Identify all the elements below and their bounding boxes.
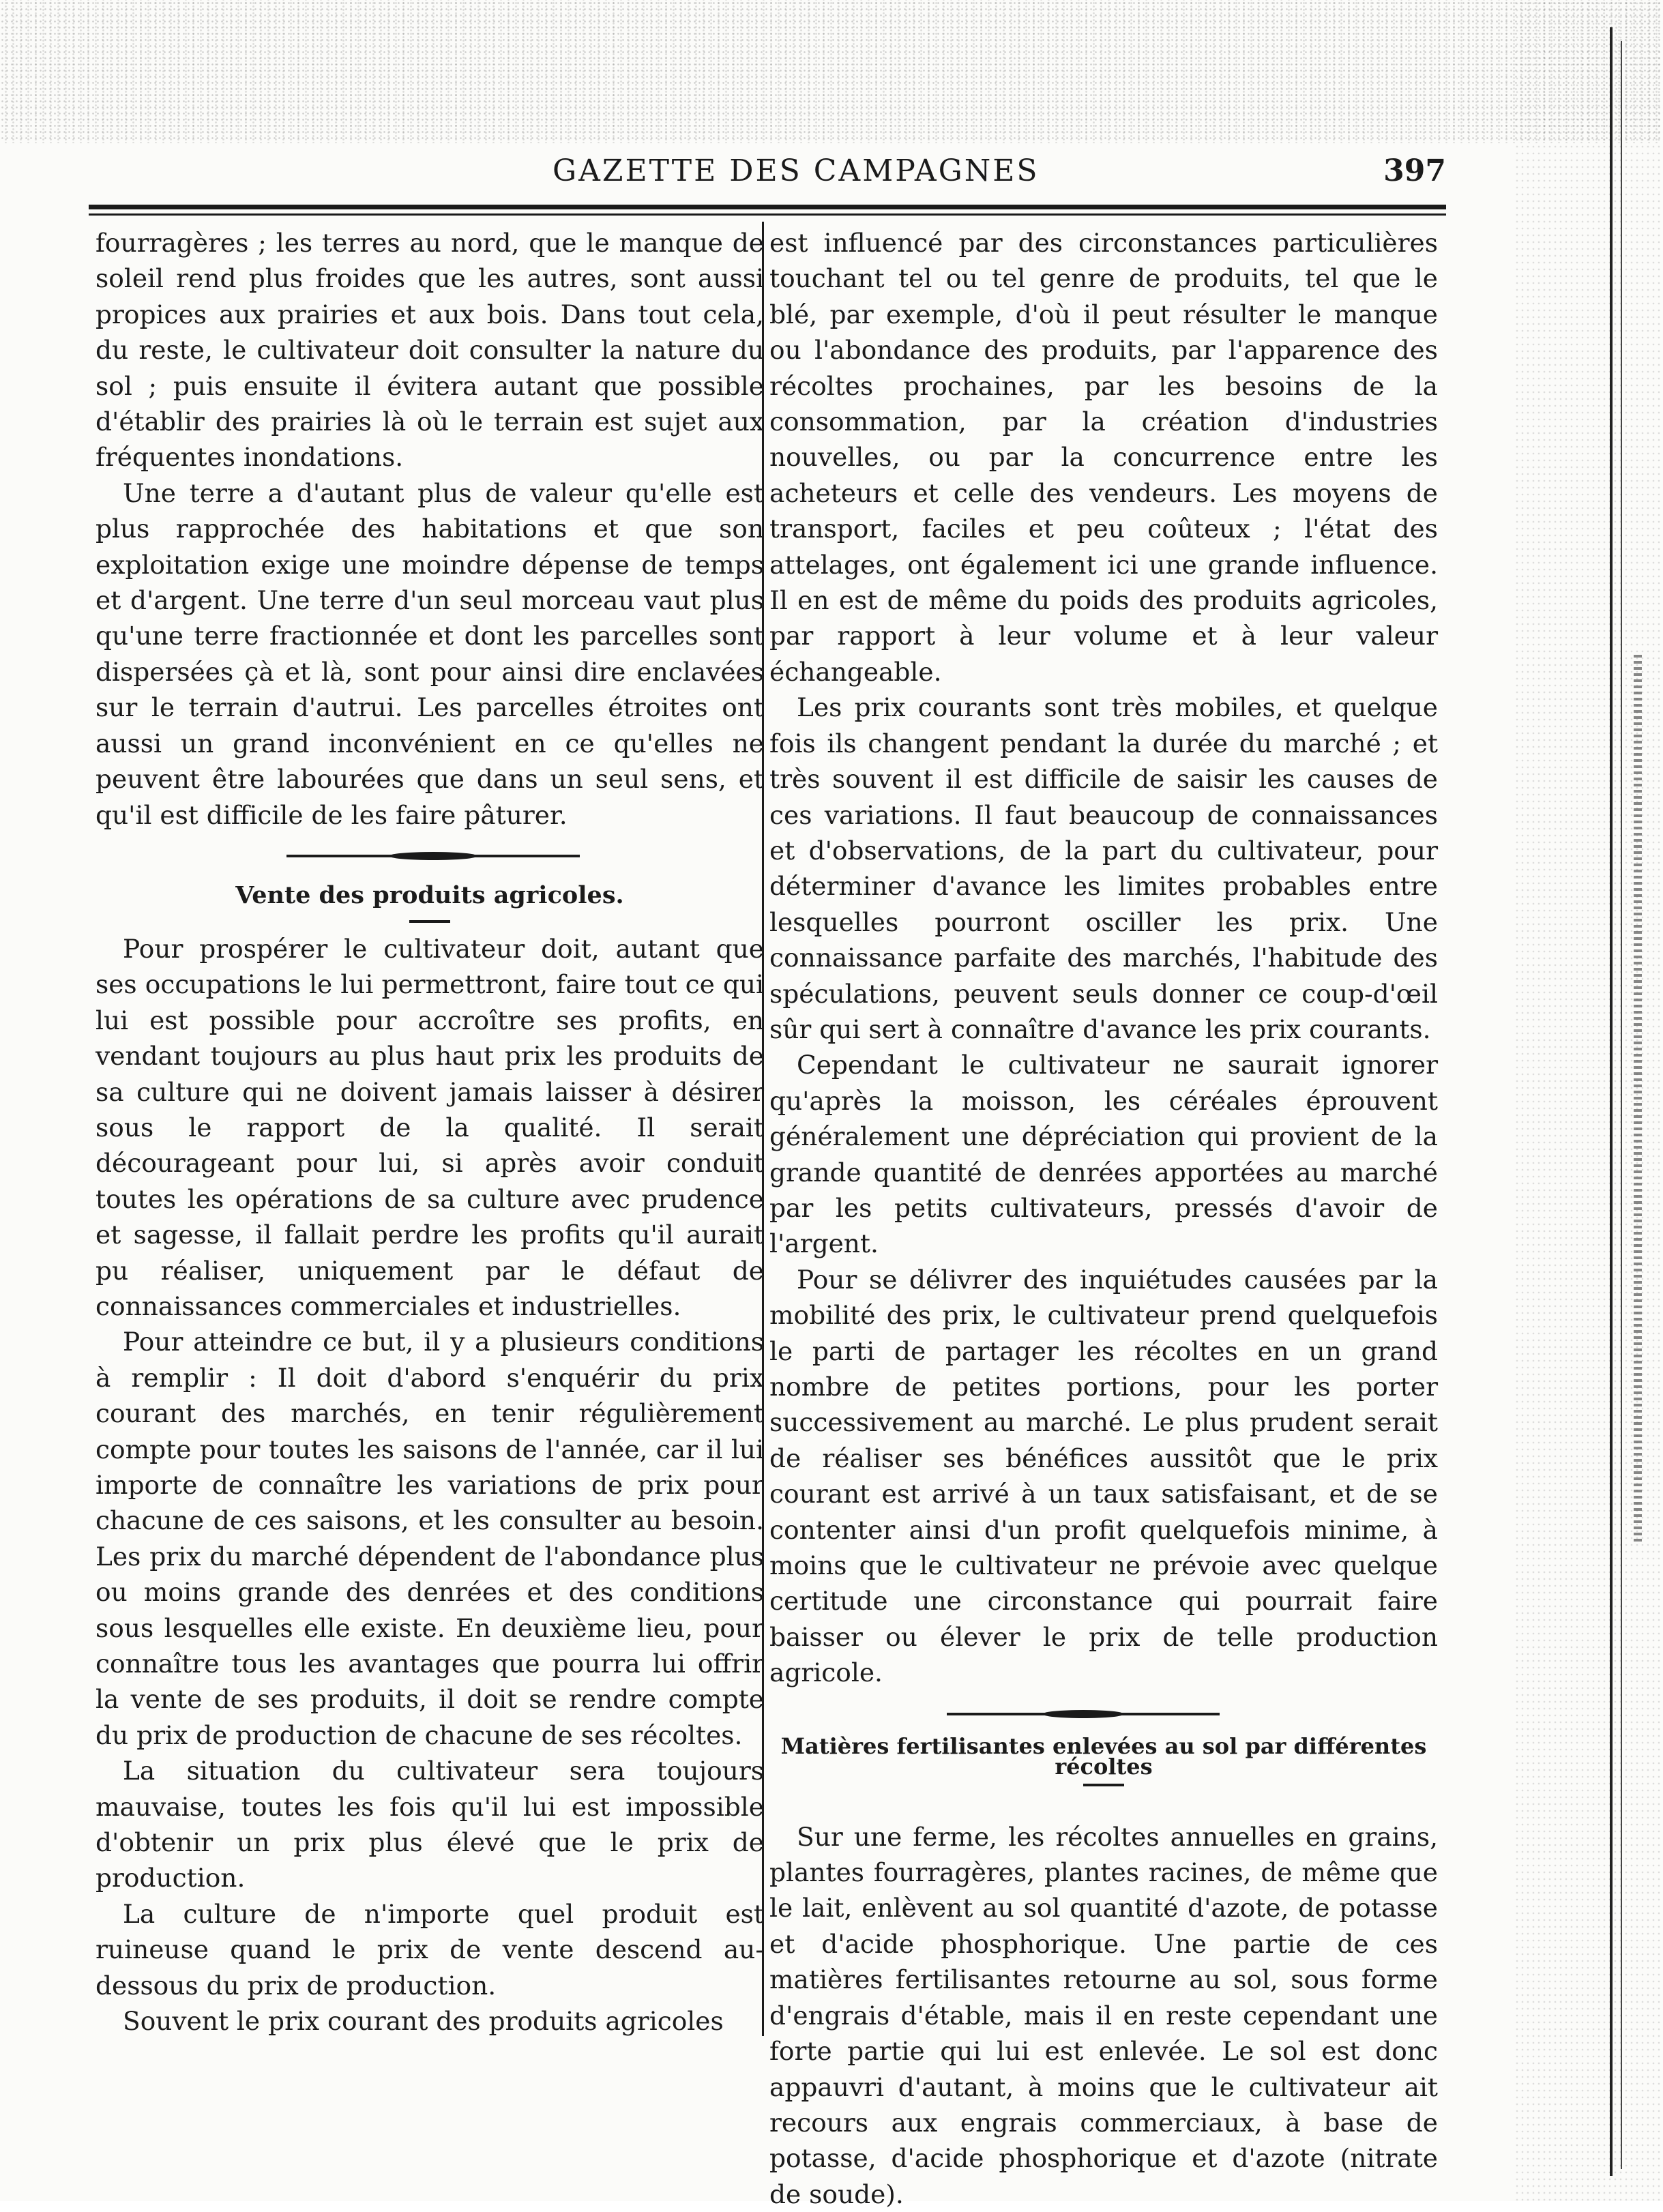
left-column xyxy=(95,225,764,2039)
left-paragraph-2: Une terre a d'autant plus de valeur qu'elle est plus rapprochée des habitations et que son exploitation exige une moindre dépense de temps et d'argent. Une terre d'un seul morceau vaut plus qu'une terre fractionnée et dont les parcelles sont dispersées çà et là, sont pour ainsi dire enclavées sur le terrain d'autrui. Les parcelles étroites ont aussi un grand inconvénient en ce qu'elles ne peuvent être labourées que dans un seul sens, et qu'il est difficile de les faire pâturer. xyxy=(95,477,764,830)
running-title: GAZETTE DES CAMPAGNES xyxy=(553,153,1040,188)
left-paragraph-1: fourragères ; les terres au nord, que le manque de soleil rend plus froides que les autres, sont aussi propices aux prairies et aux bois. Dans tout cela, du reste, le cultivateur doit consulter la nature du sol ; puis ensuite il évitera autant que possible d'établir des prairies là où le terrain est sujet aux fréquentes inondations. xyxy=(95,228,764,473)
left-paragraph-7: Souvent le prix courant des produits agricoles xyxy=(123,2006,724,2037)
right-column xyxy=(769,225,1438,2212)
left-paragraph-5: La situation du cultivateur sera toujours mauvaise, toutes les fois qu'il lui est impossible d'obtenir un prix plus élevé que le prix de production. xyxy=(95,1756,764,1893)
right-paragraph-1: est influencé par des circonstances particulières touchant tel ou tel genre de produits, tel que le blé, par exemple, d'où il peut résulter le manque ou l'abondance des produits, par l'apparence des récoltes prochaines, par les besoins de la consommation, par la création d'industries nouvelles, ou par la concurrence entre les acheteurs et celle des vendeurs. Les moyens de transport, faciles et peu coûteux ; l'état des attelages, ont également ici une grande influence. Il en est de même du poids des produits agricoles, par rapport à leur volume et à leur valeur échangeable. xyxy=(769,228,1438,687)
binding-edge-marks xyxy=(1634,655,1642,1542)
right-paragraph-4: Pour se délivrer des inquiétudes causées par la mobilité des prix, le cultivateur prend quelquefois le parti de partager les récoltes en un grand nombre de petites portions, pour les porter successivement au marché. Le plus prudent serait de réaliser ses bénéfices aussitôt que le prix courant est arrivé à un taux satisfaisant, et de se contenter ainsi d'un profit quelquefois minime, à moins que le cultivateur ne prévoie avec quelque certitude une circonstance qui pourrait faire baisser ou élever le prix de telle production agricole. xyxy=(769,1264,1438,1688)
right-paragraph-2: Les prix courants sont très mobiles, et quelque fois ils changent pendant la durée du marché ; et très souvent il est difficile de saisir les causes de ces variations. Il faut beaucoup de connaissances et d'observations, de la part du cultivateur, pour déterminer d'avance les limites probables entre lesquelles pourront osciller les prix. Une connaissance parfaite des marchés, l'habitude des spéculations, peuvent seuls donner ce coup-d'œil sûr qui sert à connaître d'avance les prix courants. xyxy=(769,692,1438,1044)
section-ornament xyxy=(95,833,764,878)
header-rule-thin xyxy=(89,213,1446,216)
right-paragraph-3: Cependant le cultivateur ne saurait ignorer qu'après la moisson, les céréales éprouvent généralement une dépréciation qui provient de la grande quantité de denrées apportées au marché par les petits cultivateurs, pressés d'avoir de l'argent. xyxy=(769,1050,1438,1259)
scan-noise-top xyxy=(0,0,1663,143)
left-paragraph-6: La culture de n'importe quel produit est ruineuse quand le prix de vente descend au-dessous du prix de production. xyxy=(95,1898,764,2001)
page-number: 397 xyxy=(1383,153,1446,188)
binding-edge-line xyxy=(1610,27,1613,2176)
section-title-dash-right xyxy=(769,1777,1438,1795)
section-title-matieres: Matières fertilisantes enlevées au sol par différentes xyxy=(780,1732,1427,1759)
right-paragraph-5: Sur une ferme, les récoltes annuelles en grains, plantes fourragères, plantes racines, de même que le lait, enlèvent au sol quantité d'azote, de potasse et d'acide phosphorique. Une partie de ces matières fertilisantes retourne au sol, sous forme d'engrais d'étable, mais il en reste cependant une forte partie qui lui est enlevée. Le sol est donc appauvri d'autant, à moins que le cultivateur ait recours aux engrais commerciaux, à base de potasse, d'acide phosphorique et d'azote (nitrate de soude). xyxy=(769,1821,1438,2209)
section-ornament-right xyxy=(769,1691,1438,1736)
left-paragraph-4: Pour atteindre ce but, il y a plusieurs conditions à remplir : Il doit d'abord s'enquérir du prix courant des marchés, en tenir régulièrement compte pour toutes les saisons de l'année, car il lui importe de connaître les variations de prix pour chacune de ces saisons, et les consulter au besoin. Les prix du marché dépendent de l'abondance plus ou moins grande des denrées et des conditions sous lesquelles elle existe. En deuxième lieu, pour connaître tous les avantages que pourra lui offrir la vente de ses produits, il doit se rendre compte du prix de production de chacune de ses récoltes. xyxy=(95,1327,764,1750)
section-title-vente: Vente des produits agricoles. xyxy=(235,881,624,909)
section-title-dash xyxy=(95,913,764,931)
left-paragraph-3: Pour prospérer le cultivateur doit, autant que ses occupations le lui permettront, faire tout ce qui lui est possible pour accroître ses profits, en vendant toujours au plus haut prix les produits de sa culture qui ne doivent jamais laisser à désirer sous le rapport de la qualité. Il serait décourageant pour lui, si après avoir conduit toutes les opérations de sa culture avec prudence et sagesse, il fallait perdre les profits qu'il aurait pu réaliser, uniquement par le défaut de connaissances commerciales et industrielles. xyxy=(95,933,764,1321)
section-title-matieres-line2: récoltes xyxy=(1055,1753,1153,1780)
binding-edge-line-secondary xyxy=(1621,41,1622,2169)
header-rule-thick xyxy=(89,205,1446,209)
page-header xyxy=(89,153,1446,194)
